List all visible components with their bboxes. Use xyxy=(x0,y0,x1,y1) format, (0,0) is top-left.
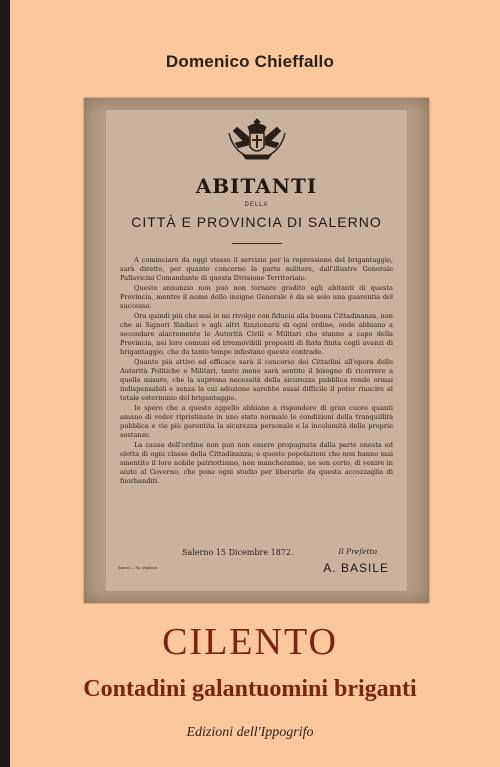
signature-label: Il Prefetto xyxy=(338,547,377,556)
book-subtitle: Contadini galantuomini briganti xyxy=(83,676,417,702)
poster-paragraph: Quanto più attivo ed efficace sarà il concorso dei Cittadini all'opera delle Autorità Politiche e Militari, tanto meno sarà sentito il bisogno di ricorrere a quelle misure, che la suprema necessità della sicurezza pubblica rende ormai indispensabili e senza la cui adozione sarebbe assai difficile il poter riuscire al totale esterminio del brigantaggio. xyxy=(120,358,393,402)
poster-image xyxy=(84,98,429,603)
poster-paragraph: Io spero che a questo appello abbiano a rispondere di gran cuore quanti amano di veder ripristinate in uno stato normale le condizioni della tranquillità pubblica e vie più garentita la sicurezza personale e la incolumità delle proprie sostanze. xyxy=(120,404,393,439)
signature-name: A. BASILE xyxy=(323,561,389,575)
poster-headline: ABITANTI xyxy=(195,174,318,198)
poster-subhead: CITTÀ E PROVINCIA DI SALERNO xyxy=(131,214,382,230)
savoy-crest-icon xyxy=(221,115,293,165)
publisher-name: Edizioni dell'Ippogrifo xyxy=(186,725,314,740)
poster-paragraph: Questo annunzio non può non tornare gradito agli abitanti di questa Provincia, mentre il nome dello insigne Generale è da sè solo una guarentia del successo. xyxy=(120,284,393,310)
printer-imprint: Salerno — Tip. Migliaccio xyxy=(118,566,158,570)
poster-divider xyxy=(232,243,282,244)
poster-connector: DELLA xyxy=(244,202,269,208)
book-title: CILENTO xyxy=(162,621,338,663)
poster-paper xyxy=(106,110,407,591)
poster-paragraph: Ora quindi più che mai io mi rivolgo con fiducia alla buona Cittadinanza, non che ai Signori Sindaci e agli altri funzionarii di ogni ordine, onde abbiano a secondare alacremente le Autorità Civili e Militari che stanno a capo della Provincia, nei loro comuni ed irremovibili propositi di farla finita cogli avanzi di brigantaggio, che da tanto tempo infestano queste contrade. xyxy=(120,312,393,356)
poster-body xyxy=(120,256,393,487)
author-name: Domenico Chieffallo xyxy=(165,52,335,71)
poster-paragraph: La causa dell'ordine non può non essere propugnata dalla parte onesta ed eletta di ogni classe della Cittadinanza; e queste popolazioni che non hanno mai smentito il loro nobile patriottismo, non mancheranno, ne son certo, di venire in aiuto al Governo, che pone ogni studio per liberarle da questa accozzaglia di fuorbanditi. xyxy=(120,441,393,485)
poster-paragraph: A cominciare da oggi stesso il servizio per la repressione del brigantaggio, sarà diretto, per quanto concerne la parte militare, dall'illustre Generale Pallavicini Comandante di questa Divisione Territoriale. xyxy=(120,256,393,282)
poster-date: Salerno 15 Dicembre 1872. xyxy=(182,548,294,557)
